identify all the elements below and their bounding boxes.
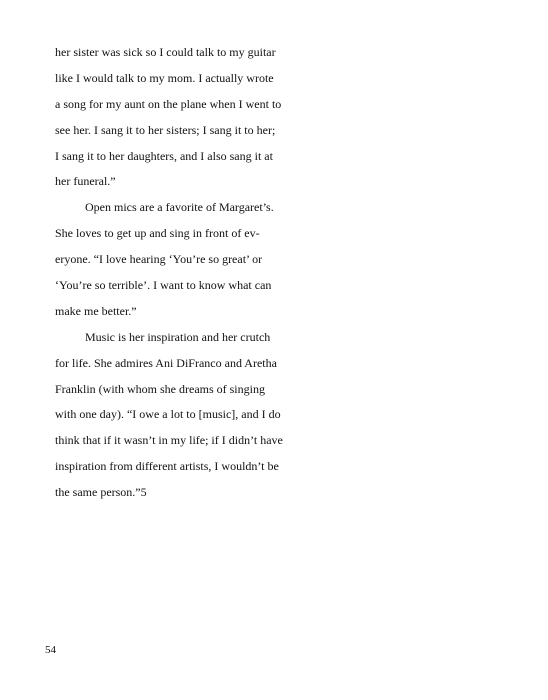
text-line: the same person.”5 [55, 485, 147, 500]
paragraph-first-line: Music is her inspiration and her crutch [85, 329, 271, 344]
text-line: for life. She admires Ani DiFranco and Aretha [55, 355, 277, 370]
text-line: her funeral.” [55, 174, 116, 189]
text-line: a song for my aunt on the plane when I went to [55, 96, 282, 111]
text-line: eryone. “I love hearing ‘You’re so great’ or [55, 252, 263, 267]
text-line: make me better.” [55, 303, 137, 318]
text-line: ‘You’re so terrible’. I want to know what can [55, 278, 272, 293]
text-line: her sister was sick so I could talk to my guitar [55, 45, 276, 59]
page-number: 54 [45, 644, 56, 656]
text-line: Franklin (with whom she dreams of singing [55, 381, 265, 396]
text-line: I sang it to her daughters, and I also sang it at [55, 148, 273, 163]
text-line: with one day). “I owe a lot to [music], and I do [55, 407, 281, 422]
text-line: inspiration from different artists, I wouldn’t be [55, 459, 279, 474]
paragraph-first-line: Open mics are a favorite of Margaret’s. [85, 200, 274, 215]
body-text [55, 40, 300, 506]
text-line: like I would talk to my mom. I actually wrote [55, 70, 274, 85]
text-line: see her. I sang it to her sisters; I sang it to her; [55, 122, 276, 137]
text-line: She loves to get up and sing in front of ev- [55, 226, 260, 241]
text-line: think that if it wasn’t in my life; if I didn’t have [55, 433, 283, 448]
